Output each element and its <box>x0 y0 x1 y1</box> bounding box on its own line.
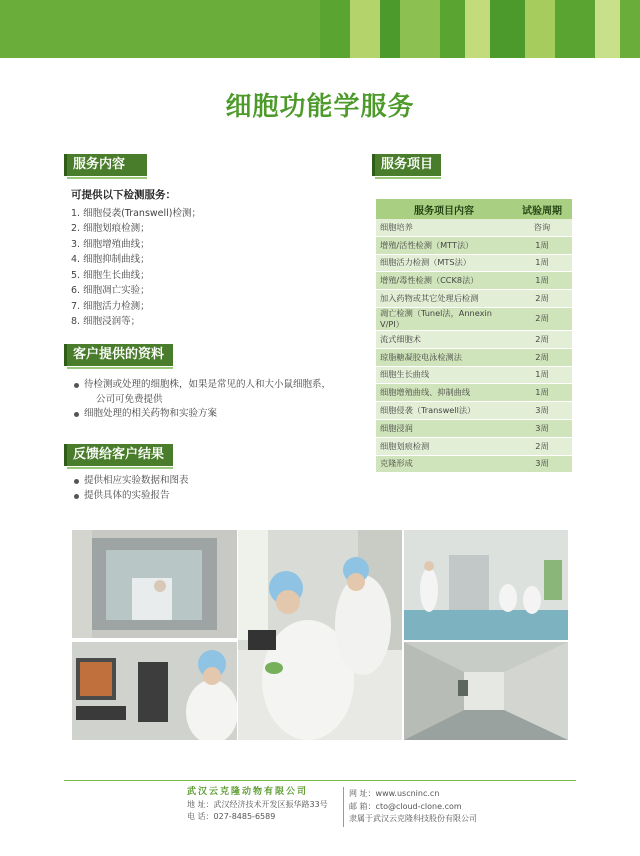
table-row <box>376 366 572 384</box>
column-header-item: 服务项目内容 <box>376 199 512 219</box>
service-content-heading: 服务内容 <box>64 154 147 176</box>
service-period-cell: 3周 <box>512 402 572 420</box>
service-period-cell: 3周 <box>512 455 572 473</box>
service-period-cell: 2周 <box>512 290 572 308</box>
service-period-cell: 1周 <box>512 254 572 272</box>
list-item: 4. 细胞抑制曲线； <box>71 254 150 265</box>
client-materials-list <box>72 378 331 422</box>
service-period-cell: 2周 <box>512 437 572 455</box>
list-item: 7. 细胞活力检测； <box>71 300 150 312</box>
footer-company-block <box>187 786 328 824</box>
service-item-cell: 克隆形成 <box>376 455 512 473</box>
page-title: 细胞功能学服务 <box>225 92 415 122</box>
table-row <box>376 307 572 330</box>
service-period-cell: 咨询 <box>512 219 572 236</box>
table-row <box>376 219 572 236</box>
service-item-cell: 细胞增殖曲线、抑制曲线 <box>376 384 512 402</box>
service-items-table <box>376 199 572 473</box>
lab-photo-computer <box>72 642 237 740</box>
header-color-segment <box>555 0 595 58</box>
service-item-cell: 细胞生长曲线 <box>376 366 512 384</box>
footer-phone: 电 话：027-8485-6589 <box>187 812 276 821</box>
service-period-cell: 1周 <box>512 236 572 254</box>
table-row <box>376 236 572 254</box>
footer-address: 地 址：武汉经济技术开发区振华路33号 <box>187 799 328 809</box>
lab-photo-corridor <box>404 642 568 740</box>
table-row <box>376 437 572 455</box>
service-content-intro: 可提供以下检测服务： <box>71 189 176 201</box>
list-item: 8. 细胞浸润等； <box>71 316 141 327</box>
footer-email[interactable]: 邮 箱：cto@cloud-clone.com <box>349 801 462 811</box>
header-color-segment <box>595 0 620 58</box>
header-color-segment <box>440 0 465 58</box>
service-items-heading: 服务项目 <box>372 154 441 176</box>
lab-photo-microscope-staff <box>238 530 402 740</box>
table-row <box>376 348 572 366</box>
list-item: 提供具体的实验报告 <box>72 489 189 504</box>
table-row <box>376 254 572 272</box>
service-period-cell: 1周 <box>512 366 572 384</box>
header-color-segment <box>380 0 400 58</box>
service-content-list <box>71 188 201 330</box>
service-item-cell: 加入药物或其它处理后检测 <box>376 290 512 308</box>
header-color-segment <box>320 0 350 58</box>
footer-contact-block <box>349 788 477 826</box>
table-row <box>376 419 572 437</box>
footer-affiliation: 隶属于武汉云克隆科技股份有限公司 <box>349 814 477 823</box>
list-item: 提供相应实验数据和图表 <box>72 474 189 489</box>
list-item: 3. 细胞增殖曲线； <box>71 238 150 250</box>
header-color-segment <box>465 0 490 58</box>
footer-company-name: 武汉云克隆动物有限公司 <box>187 787 309 797</box>
footer-vertical-divider <box>343 787 344 827</box>
service-item-cell: 琼脂糖凝胶电泳检测法 <box>376 348 512 366</box>
service-period-cell: 3周 <box>512 419 572 437</box>
lab-photo-window <box>72 530 237 638</box>
service-period-cell: 2周 <box>512 348 572 366</box>
table-row <box>376 455 572 473</box>
footer-divider <box>64 780 576 781</box>
header-color-segment <box>490 0 525 58</box>
list-item: 1. 细胞侵袭(Transwell)检测； <box>71 207 201 219</box>
header-color-segment <box>525 0 555 58</box>
list-item: 待检测或处理的细胞株，如果是常见的人和大小鼠细胞系， <box>72 378 331 393</box>
service-period-cell: 2周 <box>512 307 572 330</box>
table-row <box>376 290 572 308</box>
service-item-cell: 细胞侵袭（Transwell法） <box>376 402 512 420</box>
client-materials-heading: 客户提供的资料 <box>64 344 173 366</box>
list-item: 5. 细胞生长曲线； <box>71 269 150 281</box>
table-row <box>376 272 572 290</box>
service-item-cell: 增殖/毒性检测（CCK8法） <box>376 272 512 290</box>
service-item-cell: 流式细胞术 <box>376 330 512 348</box>
header-color-bar <box>0 0 640 58</box>
service-item-cell: 增殖/活性检测（MTT法） <box>376 236 512 254</box>
service-item-cell: 细胞浸润 <box>376 419 512 437</box>
service-period-cell: 2周 <box>512 330 572 348</box>
service-item-cell: 细胞培养 <box>376 219 512 236</box>
service-item-cell: 细胞活力检测（MTS法） <box>376 254 512 272</box>
table-row <box>376 330 572 348</box>
feedback-list <box>72 474 189 503</box>
header-color-segment <box>620 0 640 58</box>
header-color-segment <box>0 0 320 58</box>
service-period-cell: 1周 <box>512 272 572 290</box>
header-color-segment <box>400 0 440 58</box>
footer-website[interactable]: 网 址：www.uscninc.cn <box>349 789 440 798</box>
feedback-heading: 反馈给客户结果 <box>64 444 173 466</box>
table-row <box>376 402 572 420</box>
list-item-continued: 公司可免费提供 <box>96 393 163 405</box>
service-period-cell: 1周 <box>512 384 572 402</box>
list-item: 细胞处理的相关药物和实验方案 <box>72 407 331 422</box>
list-item: 6. 细胞凋亡实验； <box>71 285 150 296</box>
table-row <box>376 384 572 402</box>
header-color-segment <box>350 0 380 58</box>
service-item-cell: 凋亡检测（Tunel法，Annexin V/PI） <box>376 307 512 330</box>
column-header-period: 试验周期 <box>512 199 572 219</box>
service-item-cell: 细胞划痕检测 <box>376 437 512 455</box>
list-item: 2. 细胞划痕检测； <box>71 223 150 234</box>
lab-photo-room <box>404 530 568 640</box>
